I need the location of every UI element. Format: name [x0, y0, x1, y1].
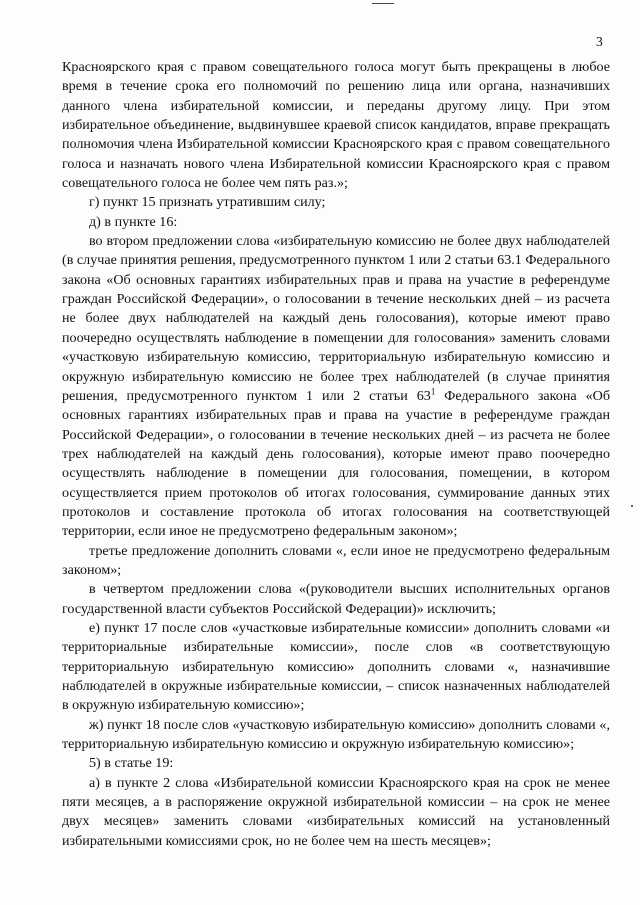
paragraph-fourth-sentence: в четвертом предложении слова «(руководители высших исполнительных органов государственной власти субъектов Российской Федерации)» исключить;	[62, 581, 610, 617]
paragraph-third-sentence: третье предложение дополнить словами «, если иное не предусмотрено федеральным законом»;	[62, 542, 610, 578]
paragraph-item-d: д) в пункте 16:	[89, 213, 178, 230]
page-number: 3	[596, 34, 603, 49]
scan-top-mark	[372, 0, 394, 4]
article-superscript: 1	[430, 386, 436, 397]
paragraph-item-zh: ж) пункт 18 после слов «участковую избирательную комиссию» дополнить словами «, территориальную избирательную комиссию и окружную избирательную комиссию»;	[62, 716, 610, 753]
paragraph-observers-amendment	[62, 232, 610, 542]
paragraph-item-g: г) пункт 15 признать утратившим силу;	[89, 194, 326, 211]
paragraph-observers-text-b: Федерального закона «Об основных гарантиях избирательных прав и права на участие в референдуме граждан Российской Федерации», о голосовании в течение нескольких дней – из расчета не более трех наблюдателей на каждый день голосования), которые имеют право поочередно осуществлять наблюдение в помещении для голосования, помещении, в котором осуществляется прием протоколов об итогах голосования, суммирование данных этих протоколов и составление протокола об итогах голосования на соответствующей территории, если иное не предусмотрено федеральным законом»;	[62, 387, 610, 540]
paragraph-article-19: 5) в статье 19:	[89, 755, 174, 772]
margin-speck	[631, 505, 633, 507]
paragraph-observers-text-a: во втором предложении слова «избирательную комиссию не более двух наблюдателей (в случае принятия решения, предусмотренного пунктом 1 или 2 статьи 63.1 Федерального закона «Об основных гарантиях избирательных прав и права на участие в референдуме граждан Российской Федерации», о голосовании в течение нескольких дней – из расчета не более двух наблюдателей на каждый день голосования), которые имеют право поочередно осуществлять наблюдение в помещении для голосования» заменить словами «участковую избирательную комиссию, территориальную избирательную комиссию и окружную избирательную комиссию не более трех наблюдателей (в случае принятия решения, предусмотренного пунктом 1 или 2 статьи 63	[62, 233, 610, 404]
document-body	[62, 58, 610, 851]
paragraph-item-e: е) пункт 17 после слов «участковые избирательные комиссии» дополнить словами «и территориальные избирательные комиссии», после слов «в соответствующую территориальную избирательную комиссию» дополнить словами «, назначившие наблюдателей в окружные избирательные комиссии, – список назначенных наблюдателей в окружную избирательную комиссию»;	[62, 619, 610, 714]
paragraph-commission-member-powers: Красноярского края с правом совещательного голоса могут быть прекращены в любое время в течение срока его полномочий по решению лица или органа, назначивших данного члена избирательной комиссии, и переданы другому лицу. При этом избирательное объединение, выдвинувшее краевой список кандидатов, вправе прекращать полномочия члена Избирательной комиссии Красноярского края с правом совещательного голоса и назначать нового члена Избирательной комиссии Красноярского края с правом совещательного голоса не более чем пять раз.»;	[62, 59, 610, 192]
paragraph-item-a: а) в пункте 2 слова «Избирательной комиссии Красноярского края на срок не менее пяти месяцев, а в распоряжение окружной избирательной комиссии – на срок не менее двух месяцев» заменить словами «избирательных комиссий на установленный избирательными комиссиями срок, но не более чем на шесть месяцев»;	[62, 774, 610, 849]
